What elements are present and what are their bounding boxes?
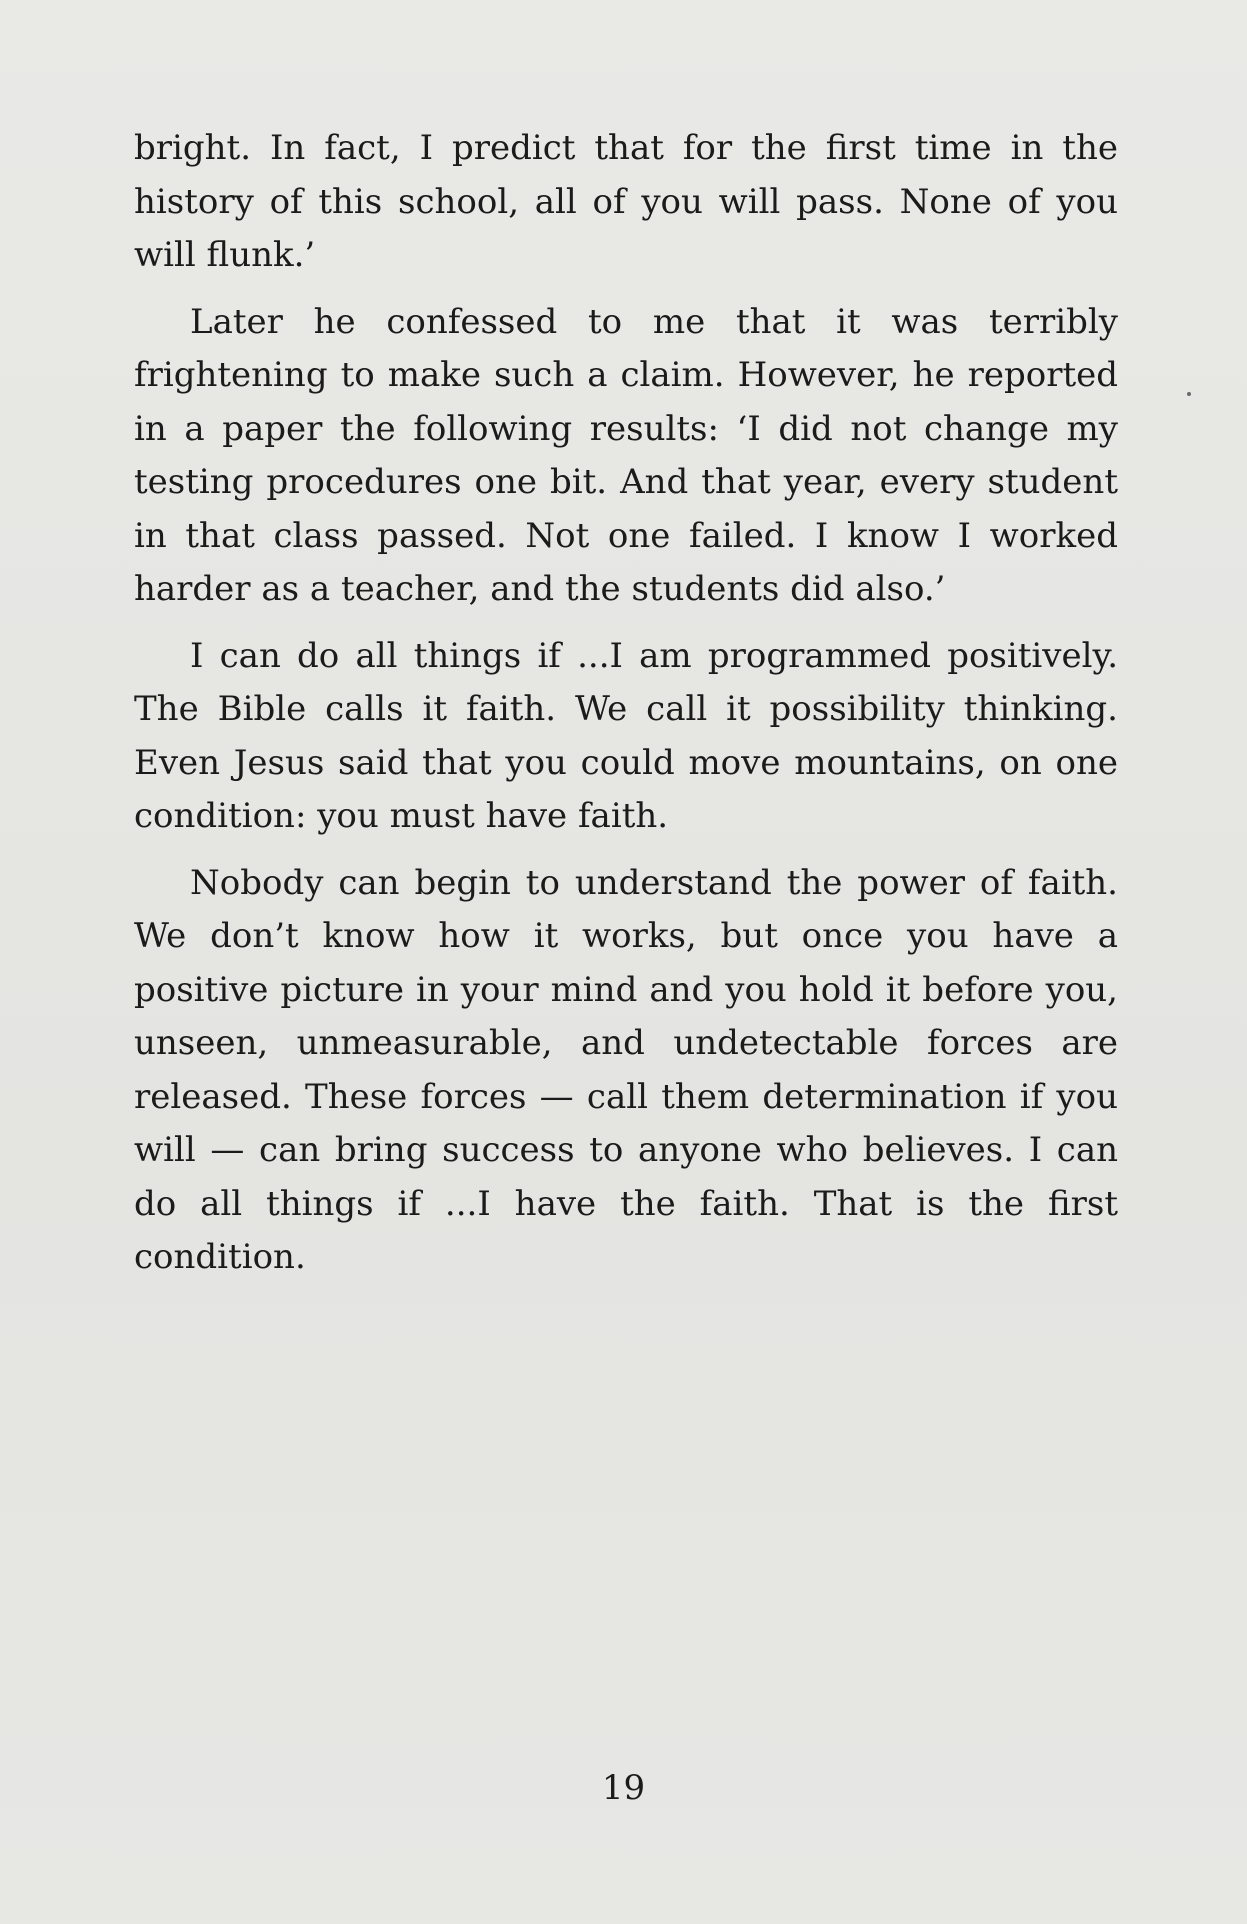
paragraph-4: Nobody can begin to understand the power of faith. We don’t know how it works, but once you have a positive picture in your mind and you hold it before you, unseen, unmeasurable, and undetectable forces are released. These forces — call them determination if you will — can bring success to anyone who believes. I can do all things if ...I have the faith. That is the first condition. xyxy=(134,862,1118,1277)
page-number: 19 xyxy=(601,1768,646,1808)
body-text xyxy=(134,122,1118,1298)
paragraph-1: bright. In fact, I predict that for the first time in the history of this school, all of you will pass. None of you will flunk.’ xyxy=(134,128,1118,275)
paper-speck xyxy=(1187,392,1191,396)
paragraph-3: I can do all things if ...I am programmed positively. The Bible calls it faith. We call it possibility thinking. Even Jesus said that you could move mountains, on one condition: you must have faith. xyxy=(134,635,1118,836)
paragraph-2: Later he confessed to me that it was terribly frightening to make such a claim. However, he reported in a paper the following results: ‘I did not change my testing procedures one bit. And that year, every student in that class passed. Not one failed. I know I worked harder as a teacher, and the students did also.’ xyxy=(134,301,1118,609)
